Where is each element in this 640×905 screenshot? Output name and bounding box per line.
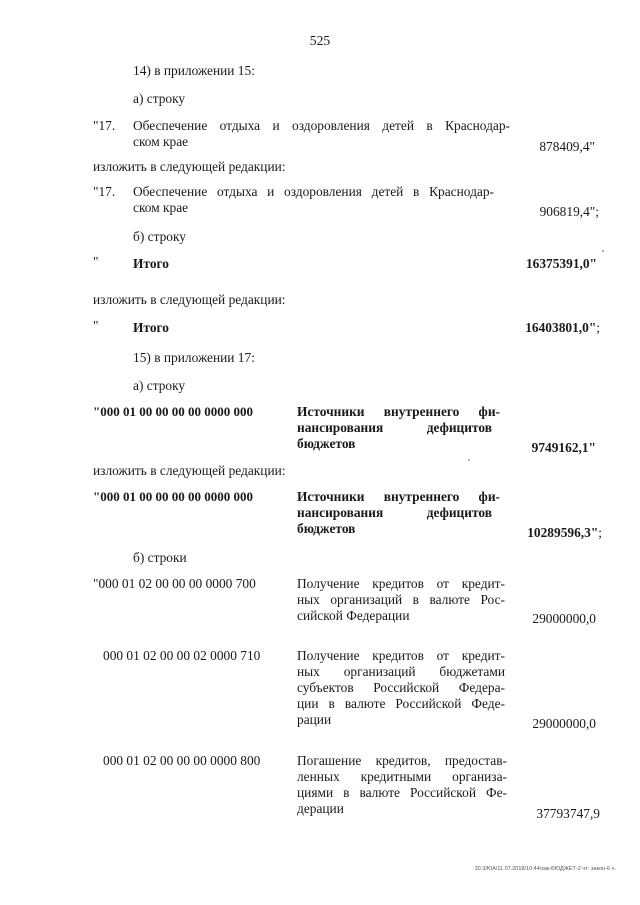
block-17-old-text-line1: Обеспечение отдыха и оздоровления детей в Краснодар- — [133, 118, 510, 133]
sources-old-code: "000 01 00 00 00 00 0000 000 — [93, 404, 253, 419]
replace-text-1: изложить в следующей редакции: — [93, 159, 286, 174]
itogo-new-value: 16403801,0" — [525, 320, 597, 335]
item-14-b-label: б) строку — [133, 229, 186, 244]
row-800-line1: Погашение кредитов, предостав- — [297, 753, 507, 768]
block-17-new-quote: "17. — [93, 184, 116, 199]
block-17-old-value: 878409,4" — [539, 139, 595, 154]
block-17-old-text-line2: ском крае — [133, 134, 189, 149]
row-700-line2: ных организаций в валюте Рос- — [297, 592, 505, 607]
row-800-code: 000 01 02 00 00 00 0000 800 — [103, 753, 261, 768]
item-15-a-label: а) строку — [133, 378, 186, 393]
row-710-line4: ции в валюте Российской Феде- — [297, 696, 505, 711]
item-14-a-label: а) строку — [133, 91, 186, 106]
replace-text-3: изложить в следующей редакции: — [93, 463, 286, 478]
row-800-line4: дерации — [297, 801, 344, 816]
block-17-new-text-line1: Обеспечение отдыха и оздоровления детей в Краснодар- — [133, 184, 494, 199]
row-800-line3: циями в валюте Российской Фе- — [297, 785, 507, 800]
footer-doc-id: 20.3/ЮА/11.07.2018/10:44/зак-БЮДЖЕТ-2 чт- закон-6 ч. — [474, 866, 616, 872]
sources-new-line2: нансирования дефицитов — [297, 505, 492, 520]
row-710-line3: субъектов Российской Федера- — [297, 680, 505, 695]
row-800-line2: ленных кредитными организа- — [297, 769, 507, 784]
block-17-old-quote: "17. — [93, 118, 116, 133]
sources-new-tail: ; — [598, 525, 602, 540]
sources-old-line3: бюджетов — [297, 436, 356, 451]
sources-old-value: 9749162,1" — [531, 440, 596, 455]
sources-new-value: 10289596,3" — [527, 525, 599, 540]
itogo-old-quote: " — [93, 254, 99, 269]
scan-speck — [602, 250, 604, 252]
page-number: 525 — [309, 33, 331, 48]
row-710-code: 000 01 02 00 00 02 0000 710 — [103, 648, 261, 663]
item-14-heading: 14) в приложении 15: — [133, 63, 255, 78]
row-710-line1: Получение кредитов от кредит- — [297, 648, 505, 663]
itogo-new-label: Итого — [133, 320, 169, 335]
sources-old-line1: Источники внутреннего фи- — [297, 404, 500, 419]
row-710-line2: ных организаций бюджетами — [297, 664, 505, 679]
row-700-code: "000 01 02 00 00 00 0000 700 — [93, 576, 256, 591]
row-700-line1: Получение кредитов от кредит- — [297, 576, 505, 591]
sources-old-line2: нансирования дефицитов — [297, 420, 492, 435]
row-710-value: 29000000,0 — [532, 716, 596, 731]
row-700-value: 29000000,0 — [532, 611, 596, 626]
row-700-line3: сийской Федерации — [297, 608, 410, 623]
itogo-new-tail: ; — [596, 320, 600, 335]
item-15-heading: 15) в приложении 17: — [133, 350, 255, 365]
replace-text-2: изложить в следующей редакции: — [93, 292, 286, 307]
row-710-line5: рации — [297, 712, 332, 727]
sources-new-line3: бюджетов — [297, 521, 356, 536]
sources-new-value-wrap — [527, 525, 602, 541]
sources-new-code: "000 01 00 00 00 00 0000 000 — [93, 489, 253, 504]
scan-speck — [468, 459, 470, 461]
block-17-new-value: 906819,4"; — [539, 204, 599, 219]
item-15-b-label: б) строки — [133, 550, 187, 565]
itogo-new-value-wrap — [525, 320, 600, 336]
itogo-new-quote: " — [93, 318, 99, 333]
block-17-new-text-line2: ском крае — [133, 200, 189, 215]
itogo-old-value: 16375391,0" — [525, 256, 597, 271]
itogo-old-label: Итого — [133, 256, 169, 271]
sources-new-line1: Источники внутреннего фи- — [297, 489, 500, 504]
row-800-value: 37793747,9 — [536, 806, 600, 821]
